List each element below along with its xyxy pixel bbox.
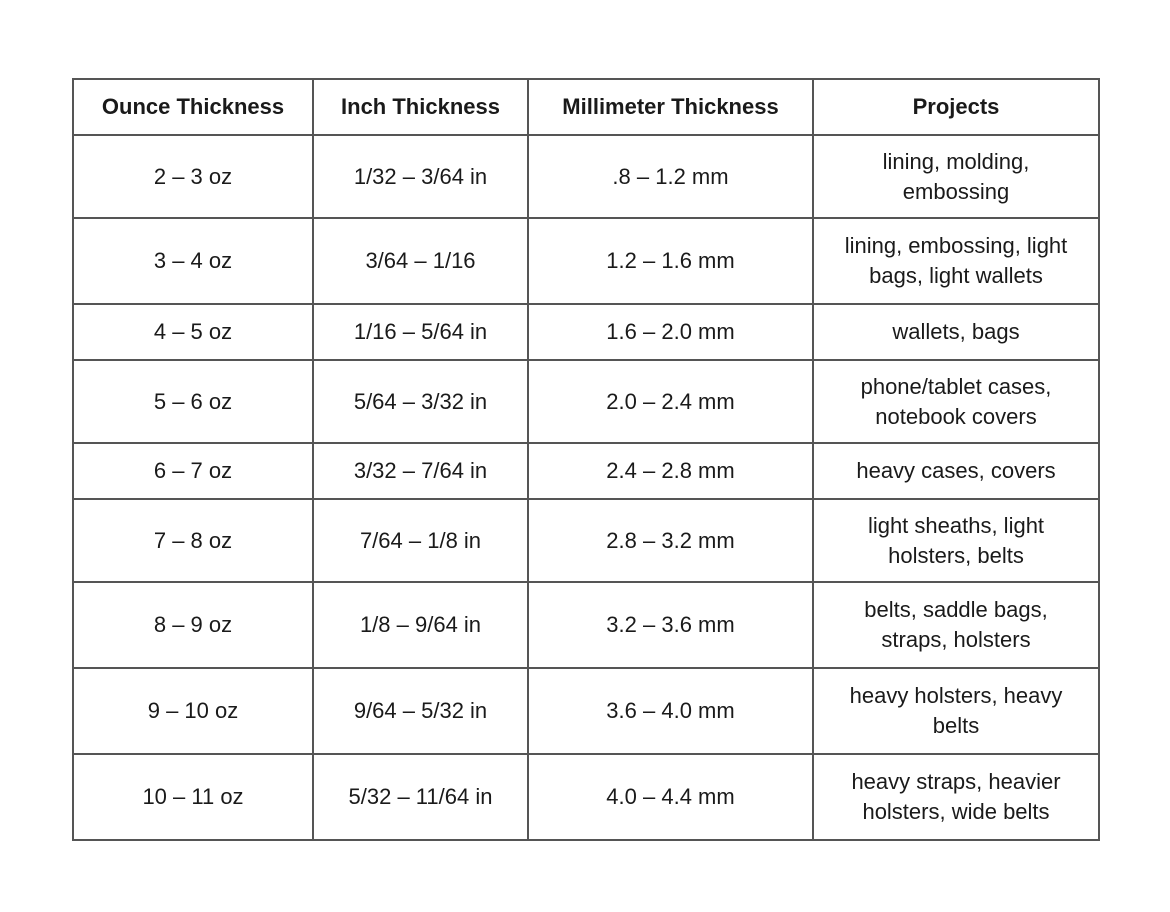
cell-ounce: 3 – 4 oz (73, 218, 313, 304)
cell-inch: 1/16 – 5/64 in (313, 304, 528, 360)
header-ounce-thickness: Ounce Thickness (73, 79, 313, 135)
cell-ounce: 6 – 7 oz (73, 443, 313, 499)
cell-ounce: 2 – 3 oz (73, 135, 313, 218)
cell-projects: belts, saddle bags, straps, holsters (813, 582, 1099, 668)
cell-ounce: 9 – 10 oz (73, 668, 313, 754)
cell-mm: 3.6 – 4.0 mm (528, 668, 813, 754)
cell-projects: heavy holsters, heavy belts (813, 668, 1099, 754)
cell-mm: 4.0 – 4.4 mm (528, 754, 813, 840)
header-projects: Projects (813, 79, 1099, 135)
table-row (73, 304, 1099, 360)
cell-mm: 1.6 – 2.0 mm (528, 304, 813, 360)
cell-ounce: 4 – 5 oz (73, 304, 313, 360)
cell-mm: 2.4 – 2.8 mm (528, 443, 813, 499)
cell-ounce: 7 – 8 oz (73, 499, 313, 582)
cell-projects: wallets, bags (813, 304, 1099, 360)
header-inch-thickness: Inch Thickness (313, 79, 528, 135)
cell-inch: 1/32 – 3/64 in (313, 135, 528, 218)
cell-projects: heavy straps, heavier holsters, wide belts (813, 754, 1099, 840)
table-row (73, 443, 1099, 499)
table-row (73, 135, 1099, 218)
table-row (73, 668, 1099, 754)
cell-inch: 3/32 – 7/64 in (313, 443, 528, 499)
cell-inch: 9/64 – 5/32 in (313, 668, 528, 754)
cell-mm: 3.2 – 3.6 mm (528, 582, 813, 668)
cell-ounce: 10 – 11 oz (73, 754, 313, 840)
table-row (73, 360, 1099, 443)
leather-thickness-table (72, 78, 1100, 841)
cell-projects: phone/tablet cases, notebook covers (813, 360, 1099, 443)
cell-inch: 5/32 – 11/64 in (313, 754, 528, 840)
cell-mm: 1.2 – 1.6 mm (528, 218, 813, 304)
table-row (73, 218, 1099, 304)
table-row (73, 582, 1099, 668)
cell-mm: 2.8 – 3.2 mm (528, 499, 813, 582)
cell-inch: 1/8 – 9/64 in (313, 582, 528, 668)
cell-projects: heavy cases, covers (813, 443, 1099, 499)
cell-mm: 2.0 – 2.4 mm (528, 360, 813, 443)
cell-inch: 7/64 – 1/8 in (313, 499, 528, 582)
table-row (73, 754, 1099, 840)
cell-mm: .8 – 1.2 mm (528, 135, 813, 218)
cell-projects: light sheaths, light holsters, belts (813, 499, 1099, 582)
cell-ounce: 5 – 6 oz (73, 360, 313, 443)
cell-inch: 3/64 – 1/16 (313, 218, 528, 304)
thickness-table-container (72, 78, 1098, 841)
cell-projects: lining, molding, embossing (813, 135, 1099, 218)
table-row (73, 499, 1099, 582)
header-millimeter-thickness: Millimeter Thickness (528, 79, 813, 135)
cell-projects: lining, embossing, light bags, light wallets (813, 218, 1099, 304)
cell-ounce: 8 – 9 oz (73, 582, 313, 668)
table-header-row (73, 79, 1099, 135)
cell-inch: 5/64 – 3/32 in (313, 360, 528, 443)
